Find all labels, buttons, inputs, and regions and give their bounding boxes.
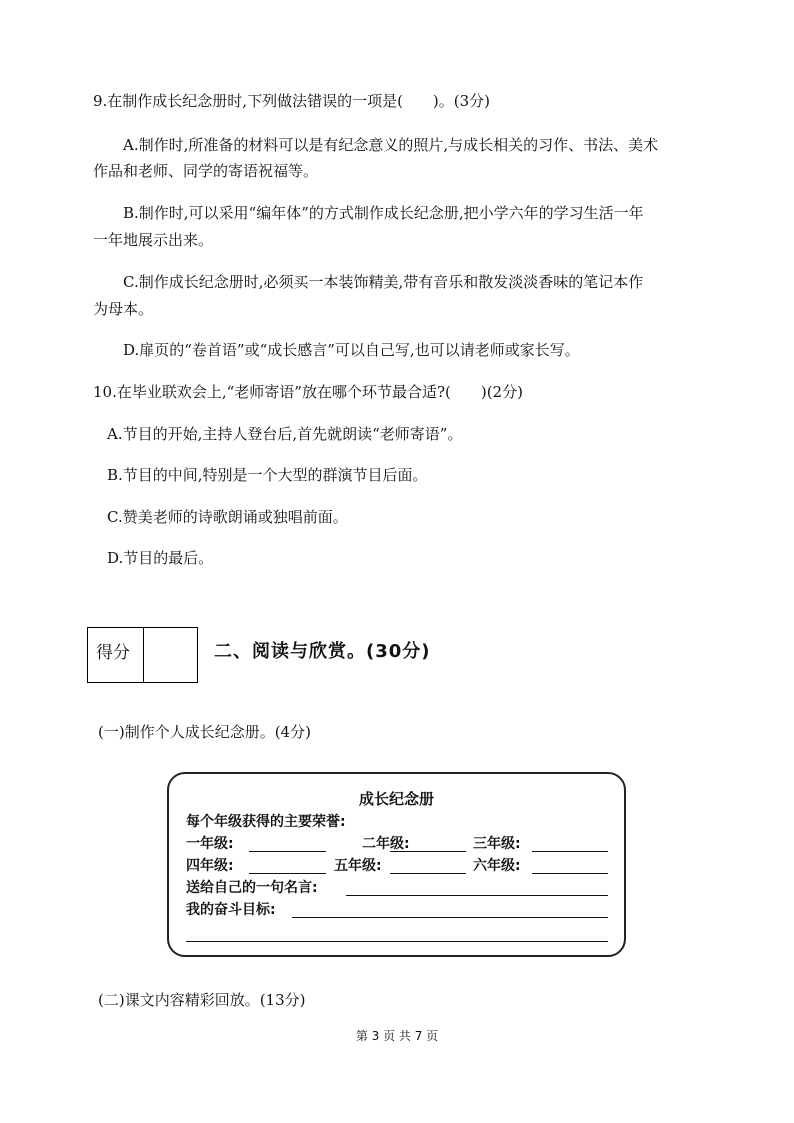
album-title: 成长纪念册 — [358, 790, 434, 808]
part-1-title: (一)制作个人成长纪念册。(4分) — [98, 723, 311, 741]
grade-1-blank[interactable] — [249, 851, 326, 852]
option-c-line-1: C.制作成长纪念册时,必须买一本装饰精美,带有音乐和散发淡淡香味的笔记本作 — [123, 273, 644, 291]
goal-blank-2[interactable] — [186, 941, 608, 942]
grade-3-blank[interactable] — [532, 851, 608, 852]
growth-album-card — [167, 772, 626, 957]
grade-6-blank[interactable] — [532, 873, 608, 874]
score-box — [87, 627, 198, 683]
section-title: 二、阅读与欣赏。(30分) — [214, 641, 431, 662]
option-a: A.节目的开始,主持人登台后,首先就朗读“老师寄语”。 — [107, 425, 463, 443]
option-d: D.节目的最后。 — [107, 549, 214, 567]
honors-label: 每个年级获得的主要荣誉: — [186, 814, 346, 830]
goal-blank-1[interactable] — [292, 917, 608, 918]
option-a-line-1: A.制作时,所准备的材料可以是有纪念意义的照片,与成长相关的习作、书法、美术 — [123, 136, 659, 154]
option-d: D.扉页的“卷首语”或“成长感言”可以自己写,也可以请老师或家长写。 — [123, 341, 580, 359]
grade-4-blank[interactable] — [249, 873, 326, 874]
option-b-line-2: 一年地展示出来。 — [93, 231, 214, 249]
grade-5-blank[interactable] — [390, 873, 466, 874]
goal-label: 我的奋斗目标: — [186, 902, 276, 918]
grade-6-label: 六年级: — [473, 858, 521, 874]
grade-3-label: 三年级: — [473, 836, 521, 852]
score-box-divider — [143, 628, 144, 682]
page-footer: 第 3 页 共 7 页 — [355, 1029, 439, 1043]
quote-label: 送给自己的一句名言: — [186, 880, 318, 896]
grade-4-label: 四年级: — [186, 858, 234, 874]
option-a-line-2: 作品和老师、同学的寄语祝福等。 — [93, 162, 319, 180]
question-9-title: 9.在制作成长纪念册时,下列做法错误的一项是( )。(3分) — [93, 92, 491, 110]
grade-2-label: 二年级: — [362, 836, 410, 852]
question-10-title: 10.在毕业联欢会上,“老师寄语”放在哪个环节最合适?( )(2分) — [93, 383, 523, 401]
option-c-line-2: 为母本。 — [93, 300, 154, 318]
grade-5-label: 五年级: — [334, 858, 382, 874]
grade-2-blank[interactable] — [390, 851, 466, 852]
option-b-line-1: B.制作时,可以采用“编年体”的方式制作成长纪念册,把小学六年的学习生活一年 — [123, 204, 644, 222]
option-b: B.节目的中间,特别是一个大型的群演节目后面。 — [107, 466, 428, 484]
score-label: 得分 — [96, 643, 130, 663]
quote-blank[interactable] — [346, 895, 608, 896]
grade-1-label: 一年级: — [186, 836, 234, 852]
option-c: C.赞美老师的诗歌朗诵或独唱前面。 — [107, 508, 348, 526]
part-2-title: (二)课文内容精彩回放。(13分) — [98, 991, 306, 1009]
